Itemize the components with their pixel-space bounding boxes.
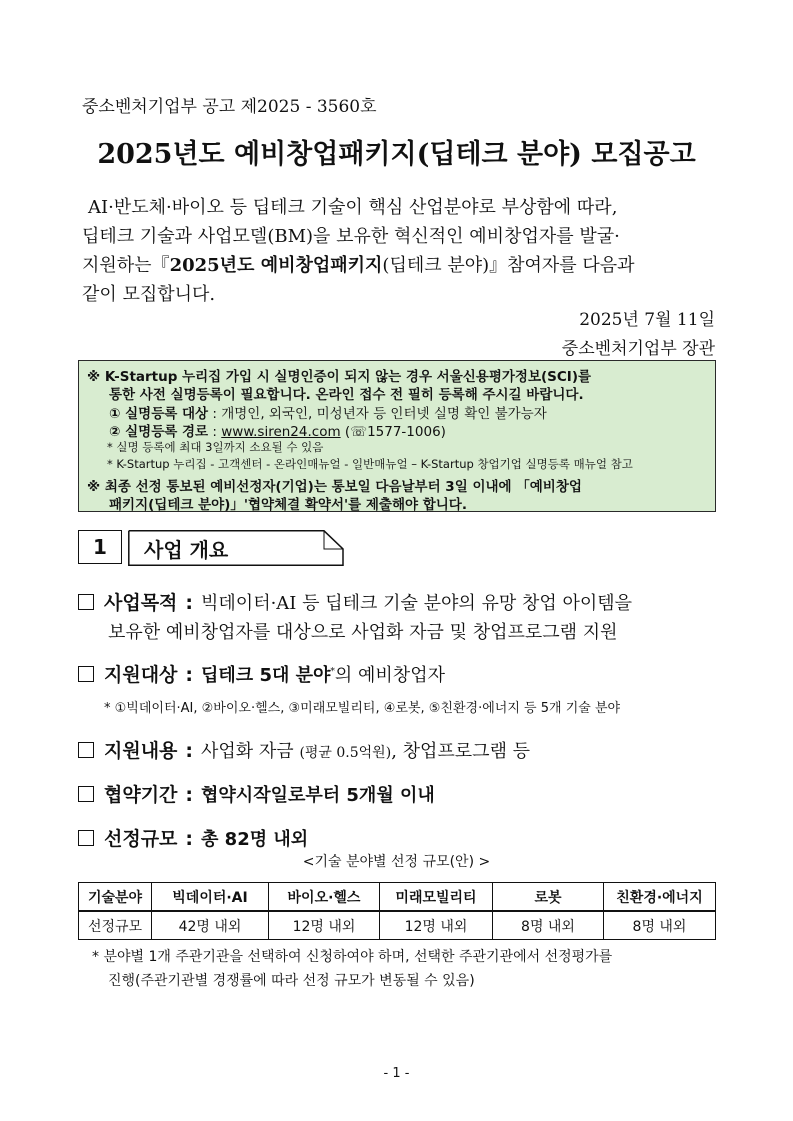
- table-note-1: * 분야별 1개 주관기관을 선택하여 신청하여야 하며, 선택한 주관기관에서 선정평가를: [92, 949, 613, 965]
- item2-colon: :: [212, 424, 217, 440]
- period-row: [78, 780, 435, 807]
- purpose-colon: :: [185, 592, 194, 614]
- issuer: 중소벤처기업부 장관: [561, 339, 715, 359]
- table-cell: 12명 내외: [380, 911, 493, 940]
- intro-line-1: AI·반도체·바이오 등 딥테크 기술이 핵심 산업분야로 부상함에 따라,: [88, 197, 618, 218]
- item1-value: : 개명인, 외국인, 미성년자 등 인터넷 실명 확인 불가능자: [212, 406, 547, 422]
- content-row: [78, 736, 530, 763]
- greenbox-item-2: [109, 420, 446, 440]
- item1-label: ① 실명등록 대상: [109, 406, 209, 422]
- table-cell: 8명 내외: [493, 911, 604, 940]
- section-number: 1: [78, 530, 122, 564]
- announcement-date: 2025년 7월 11일: [579, 310, 715, 330]
- table-header-row: [79, 883, 716, 912]
- target-sup: *: [330, 667, 335, 677]
- greenbox-note-2: * K-Startup 누리집 - 고객센터 - 온라인매뉴얼 - 일반매뉴얼 – K-Startup 창업기업 실명등록 매뉴얼 참고: [107, 457, 633, 471]
- purpose-label: 사업목적: [104, 592, 178, 614]
- purpose-line-1: 빅데이터·AI 등 딥테크 기술 분야의 유망 창업 아이템을: [201, 593, 633, 614]
- selection-scale-table: [78, 882, 716, 940]
- scale-row: [78, 824, 308, 851]
- table-header-cell: 바이오·헬스: [269, 883, 380, 912]
- period-text: 협약시작일로부터 5개월 이내: [201, 785, 435, 806]
- intro-line-2: 딥테크 기술과 사업모델(BM)을 보유한 혁신적인 예비창업자를 발굴·: [82, 226, 620, 247]
- table-header-cell: 미래모빌리티: [380, 883, 493, 912]
- greenbox-line-2: 통한 사전 실명등록이 필요합니다. 온라인 접수 전 필히 등록해 주시길 바랍니다.: [109, 387, 584, 403]
- greenbox-line-4: 패키지(딥테크 분야)」'협약체결 확약서'를 제출해야 합니다.: [109, 497, 467, 513]
- table-header-cell: 로봇: [493, 883, 604, 912]
- intro-line-3-post: (딥테크 분야)』참여자를 다음과: [382, 255, 635, 276]
- table-header-cell: 빅데이터·AI: [152, 883, 269, 912]
- table-header-cell: 친환경·에너지: [604, 883, 716, 912]
- item2-label: ② 실명등록 경로: [109, 424, 209, 440]
- content-paren: (평균 0.5억원): [299, 745, 392, 761]
- content-label: 지원내용: [104, 740, 178, 762]
- target-note: * ①빅데이터·AI, ②바이오·헬스, ③미래모빌리티, ④로봇, ⑤친환경·에너지 등 5개 기술 분야: [104, 701, 621, 716]
- section-title: 사업 개요: [144, 538, 229, 562]
- target-bold: 딥테크 5대 분야: [201, 665, 331, 686]
- greenbox-note-1: * 실명 등록에 최대 3일까지 소요될 수 있음: [107, 440, 324, 454]
- content-text-1: 사업화 자금: [201, 741, 294, 762]
- intro-line-3: [82, 251, 635, 277]
- purpose-row: [78, 588, 632, 615]
- target-row: [78, 660, 445, 687]
- intro-program-name: 2025년도 예비창업패키지: [169, 255, 383, 276]
- greenbox-line-3: ※ 최종 선정 통보된 예비선정자(기업)는 통보일 다음날부터 3일 이내에 「예비창업: [87, 479, 582, 495]
- checkbox-icon: [78, 786, 94, 802]
- checkbox-icon: [78, 830, 94, 846]
- scale-label: 선정규모: [104, 828, 178, 850]
- table-header-cell: 기술분야: [79, 883, 152, 912]
- period-label: 협약기간: [104, 784, 178, 806]
- checkbox-icon: [78, 666, 94, 682]
- table-note-2: 진행(주관기관별 경쟁률에 따라 선정 규모가 변동될 수 있음): [108, 973, 475, 989]
- checkbox-icon: [78, 594, 94, 610]
- item2-phone: (☏1577-1006): [344, 424, 446, 440]
- intro-line-3-pre: 지원하는『: [82, 255, 170, 276]
- page-number: - 1 -: [383, 1066, 410, 1081]
- purpose-line-2: 보유한 예비창업자를 대상으로 사업화 자금 및 창업프로그램 지원: [108, 622, 618, 643]
- table-caption: <기술 분야별 선정 규모(안) >: [302, 854, 491, 870]
- section-title-box: [128, 530, 344, 564]
- notice-number: 중소벤처기업부 공고 제2025 - 3560호: [82, 97, 377, 117]
- table-cell: 42명 내외: [152, 911, 269, 940]
- target-rest: 의 예비창업자: [334, 665, 445, 686]
- table-cell: 12명 내외: [269, 911, 380, 940]
- scale-text: 총 82명 내외: [201, 829, 309, 850]
- table-row: [79, 911, 716, 940]
- greenbox-item-1: [109, 402, 547, 422]
- checkbox-icon: [78, 742, 94, 758]
- content-text-2: , 창업프로그램 등: [391, 741, 531, 762]
- intro-line-4: 같이 모집합니다.: [82, 284, 216, 305]
- content-colon: :: [185, 740, 194, 762]
- registration-notice-box: [78, 360, 716, 512]
- period-colon: :: [185, 784, 194, 806]
- scale-colon: :: [185, 828, 194, 850]
- table-cell: 8명 내외: [604, 911, 716, 940]
- page-title: 2025년도 예비창업패키지(딥테크 분야) 모집공고: [97, 139, 696, 170]
- target-label: 지원대상: [104, 664, 178, 686]
- greenbox-line-1: ※ K-Startup 누리집 가입 시 실명인증이 되지 않는 경우 서울신용평가정보(SCI)를: [87, 369, 592, 385]
- siren24-link[interactable]: www.siren24.com: [221, 424, 341, 440]
- table-cell: 선정규모: [79, 911, 152, 940]
- target-colon: :: [185, 664, 194, 686]
